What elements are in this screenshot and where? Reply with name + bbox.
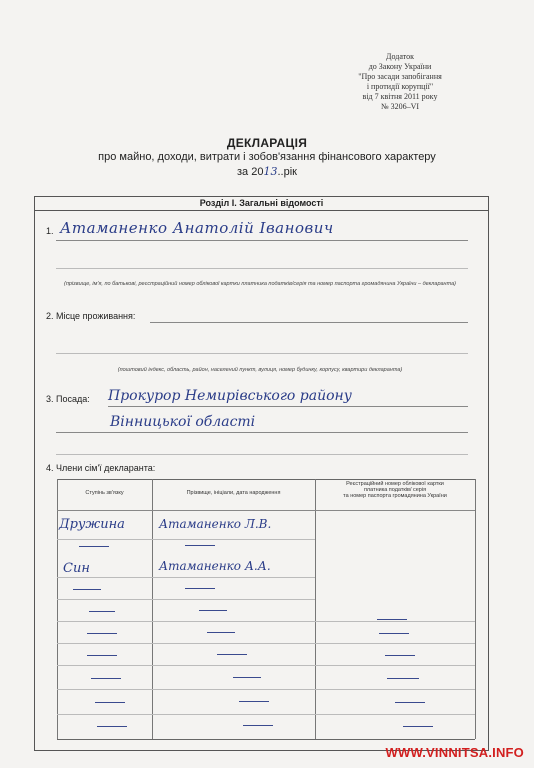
address-line: [150, 322, 468, 323]
pen-dash: [87, 633, 117, 634]
table-row-line: [57, 539, 315, 540]
year-suffix: рік: [283, 166, 297, 178]
year-handwritten: 13: [263, 165, 278, 178]
table-bottom-border: [57, 739, 475, 740]
table-row-line: [57, 599, 315, 600]
pen-dash: [89, 611, 115, 612]
year-line: за 2013..рік: [237, 165, 297, 178]
pen-dash: [87, 655, 117, 656]
col-relation-header: Ступінь зв'язку: [85, 490, 124, 496]
declarant-name-handwritten: Атаманенко Анатолій Іванович: [60, 219, 334, 237]
position-handwritten-1: Прокурор Немирівського району: [108, 388, 352, 404]
annex-line: і протидії корупції": [366, 82, 434, 91]
table-row-line: [57, 621, 475, 622]
annex-line: № 3206–VI: [380, 102, 420, 111]
pen-dash: [73, 589, 101, 590]
col-id-header-line: платника податків/ серія: [363, 487, 427, 493]
table-row-line: [57, 714, 475, 715]
annex-note: [330, 52, 470, 112]
document-title: ДЕКЛАРАЦІЯ: [226, 136, 308, 150]
item1-number: 1.: [46, 226, 54, 236]
item3-label: 3. Посада:: [46, 394, 90, 404]
pen-dash: [233, 677, 261, 678]
table-row-line: [57, 577, 315, 578]
table-top-border: [57, 479, 475, 480]
col-id-header: [315, 481, 475, 499]
table-col-divider-1: [152, 479, 153, 739]
relation-handwritten: Син: [63, 561, 90, 576]
table-right-border: [475, 479, 476, 739]
item4-label: 4. Члени сім'ї декларанта:: [46, 463, 156, 473]
annex-line: від 7 квітня 2011 року: [362, 92, 438, 101]
document-subtitle: про майно, доходи, витрати і зобов'язання фінансового характеру: [98, 151, 436, 163]
table-left-border: [57, 479, 58, 739]
position-handwritten-2: Вінницької області: [110, 414, 256, 430]
family-table: [57, 479, 475, 739]
item2-label: 2. Місце проживання:: [46, 311, 136, 321]
annex-line: Додаток: [386, 52, 414, 61]
position-line-2: [56, 432, 468, 433]
pen-dash: [91, 678, 121, 679]
table-row-line: [57, 665, 475, 666]
pen-dash: [243, 725, 273, 726]
pen-dash: [217, 654, 247, 655]
pen-dash: [97, 726, 127, 727]
pen-dash: [385, 655, 415, 656]
pen-dash: [199, 610, 227, 611]
item1-caption: (прізвище, ім'я, по батькові, реєстраційний номер облікової картки платника податків/серія та номер паспорта громадянина України – декларанта): [64, 281, 456, 287]
item2-caption: (поштовий індекс, область, район, населений пункт, вулиця, номер будинку, корпусу, квартири декларанта): [117, 367, 403, 373]
col-id-header-line: Реєстраційний номер облікової картки: [346, 481, 444, 487]
person-handwritten: Атаманенко Л.В.: [159, 517, 272, 531]
position-line: [108, 406, 468, 407]
section-divider: [34, 210, 489, 211]
pen-dash: [377, 619, 407, 620]
site-watermark: WWW.VINNITSA.INFO: [385, 745, 524, 760]
pen-dash: [207, 632, 235, 633]
pen-dash: [185, 588, 215, 589]
pen-dash: [185, 545, 215, 546]
person-handwritten: Атаманенко А.А.: [159, 559, 271, 573]
table-row-line: [57, 643, 475, 644]
year-prefix: за 20: [237, 166, 264, 178]
annex-line: до Закону України: [368, 62, 432, 71]
annex-line: "Про засади запобігання: [358, 72, 442, 81]
pen-dash: [395, 702, 425, 703]
address-line-2: [56, 353, 468, 354]
col-id-header-line: та номер паспорта громадянина України: [343, 493, 447, 499]
pen-dash: [403, 726, 433, 727]
pen-dash: [239, 701, 269, 702]
name-line-2: [56, 268, 468, 269]
position-line-3: [56, 454, 468, 455]
relation-handwritten: Дружина: [59, 517, 125, 532]
pen-dash: [379, 633, 409, 634]
table-header-divider: [57, 510, 475, 511]
pen-dash: [95, 702, 125, 703]
table-row-line: [57, 689, 475, 690]
section-title: Розділ І. Загальні відомості: [199, 198, 324, 208]
pen-dash: [79, 546, 109, 547]
col-person-header: Прізвище, ініціали, дата народження: [186, 490, 281, 496]
pen-dash: [387, 678, 419, 679]
name-line: [56, 240, 468, 241]
table-col-divider-2: [315, 479, 316, 739]
